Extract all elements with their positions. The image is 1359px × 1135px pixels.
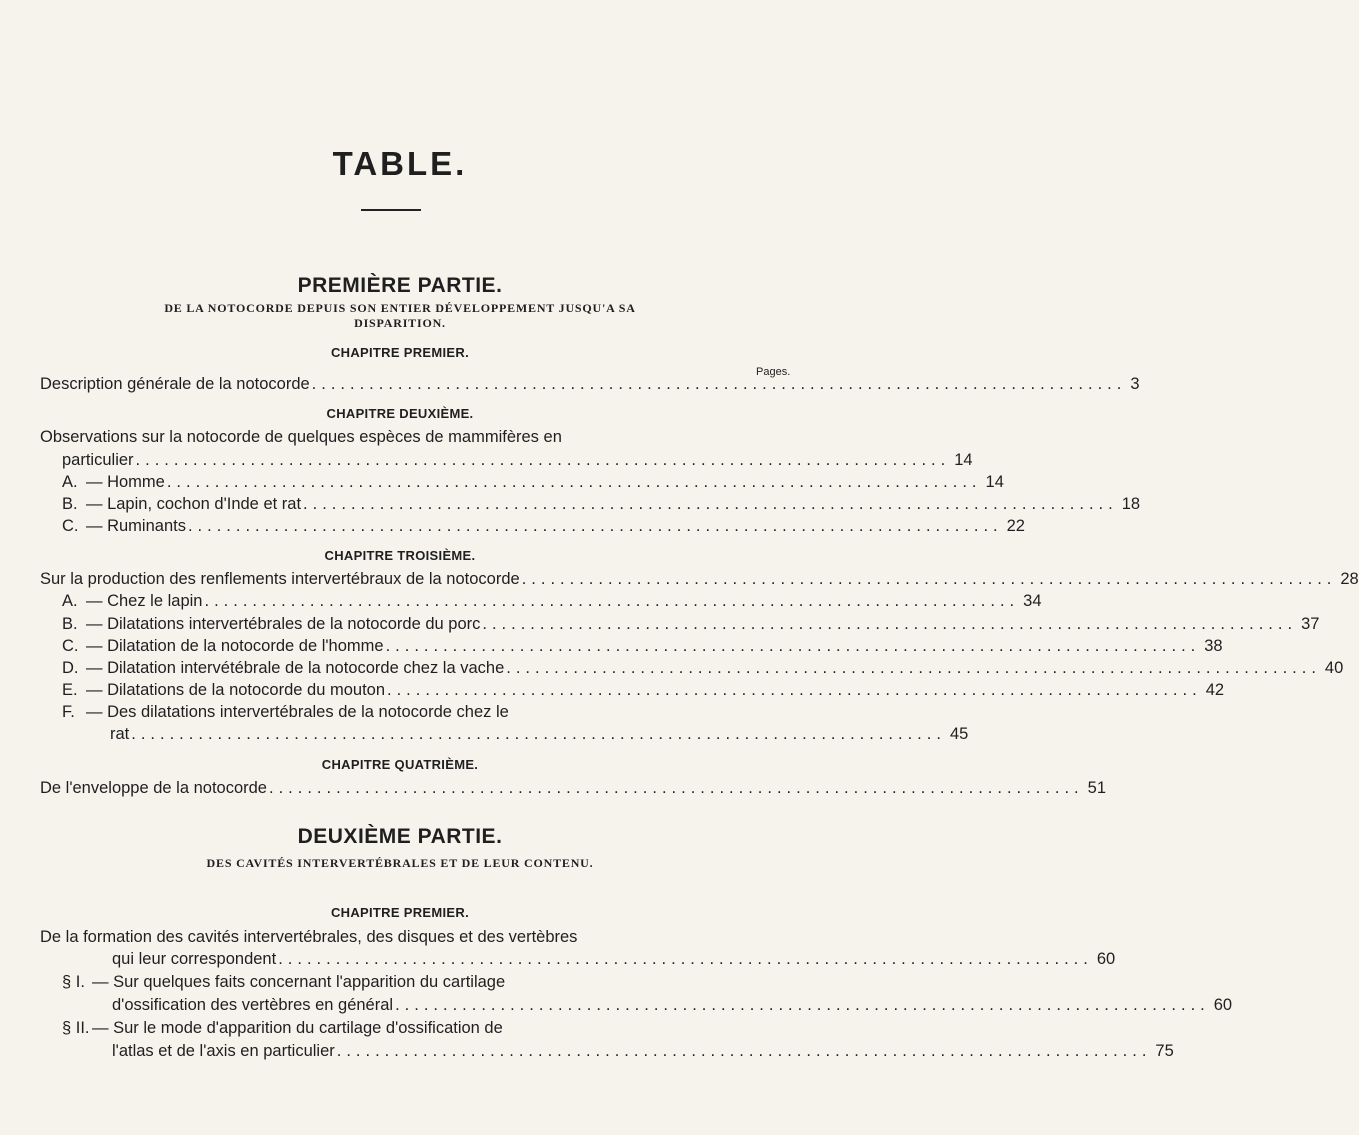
ch2-intro-line1: Observations sur la notocorde de quelques espèces de mammifères en	[40, 428, 562, 446]
section-2-line1: § II. — Sur le mode d'apparition du cartilage d'ossification de	[62, 1019, 503, 1037]
page-title: TABLE.	[332, 145, 468, 182]
toc-entry: d'ossification des vertèbres en général ..................................................................................... 60	[112, 996, 1233, 1014]
part1-subtitle-line2: DISPARITION.	[354, 316, 446, 330]
ch2-heading: CHAPITRE DEUXIÈME.	[326, 406, 474, 421]
toc-entry: D. — Dilatation intervétébrale de la notocorde chez la vache ..................................................................................... 40	[62, 659, 1344, 677]
toc-entry: particulier ..................................................................................... 14	[62, 451, 973, 469]
toc-entry: E. — Dilatations de la notocorde du mouton ..................................................................................... 42	[62, 681, 1225, 699]
pages-label: Pages.	[756, 366, 791, 378]
toc-entry: l'atlas et de l'axis en particulier ..................................................................................... 75	[112, 1042, 1174, 1060]
toc-entry: C. — Ruminants ..................................................................................... 22	[62, 517, 1025, 535]
toc-entry: rat ..................................................................................... 45	[110, 725, 969, 743]
toc-entry: F. — Des dilatations intervertébrales de la notocorde chez le	[62, 703, 509, 721]
part2-heading: DEUXIÈME PARTIE.	[297, 825, 503, 848]
part1-subtitle-line1: DE LA NOTOCORDE DEPUIS SON ENTIER DÉVELOPPEMENT JUSQU'A SA	[164, 301, 636, 315]
toc-entry: B. — Dilatations intervertébrales de la notocorde du porc ..................................................................................... 37	[62, 615, 1320, 633]
toc-entry: A. — Chez le lapin ..................................................................................... 34	[62, 592, 1042, 610]
p2ch1-intro-line1: De la formation des cavités intervertébrales, des disques et des vertèbres	[40, 928, 578, 946]
title-divider	[361, 209, 421, 211]
section-1-line1: § I. — Sur quelques faits concernant l'apparition du cartilage	[62, 973, 506, 991]
toc-entry: Sur la production des renflements intervertébraux de la notocorde ..................................................................................... 28	[40, 570, 1359, 588]
ch4-heading: CHAPITRE QUATRIÈME.	[321, 757, 479, 772]
toc-entry: De l'enveloppe de la notocorde ..................................................................................... 51	[40, 779, 1107, 797]
p2ch1-heading: CHAPITRE PREMIER.	[330, 905, 469, 920]
ch3-heading: CHAPITRE TROISIÈME.	[324, 548, 476, 563]
toc-entry: Description générale de la notocorde ..................................................................................... 3	[40, 375, 1140, 393]
toc-entry: C. — Dilatation de la notocorde de l'homme ..................................................................................... 38	[62, 637, 1223, 655]
part1-heading: PREMIÈRE PARTIE.	[297, 274, 503, 297]
toc-entry: A. — Homme ..................................................................................... 14	[62, 473, 1004, 491]
ch1-heading: CHAPITRE PREMIER.	[330, 345, 469, 360]
part2-subtitle: DES CAVITÉS INTERVERTÉBRALES ET DE LEUR CONTENU.	[206, 856, 594, 870]
toc-entry: qui leur correspondent ..................................................................................... 60	[112, 950, 1116, 968]
entry-text: Description générale de la notocorde	[40, 375, 310, 393]
toc-entry: B. — Lapin, cochon d'Inde et rat ..................................................................................... 18	[62, 495, 1141, 513]
entry-page: 3	[1130, 375, 1140, 393]
